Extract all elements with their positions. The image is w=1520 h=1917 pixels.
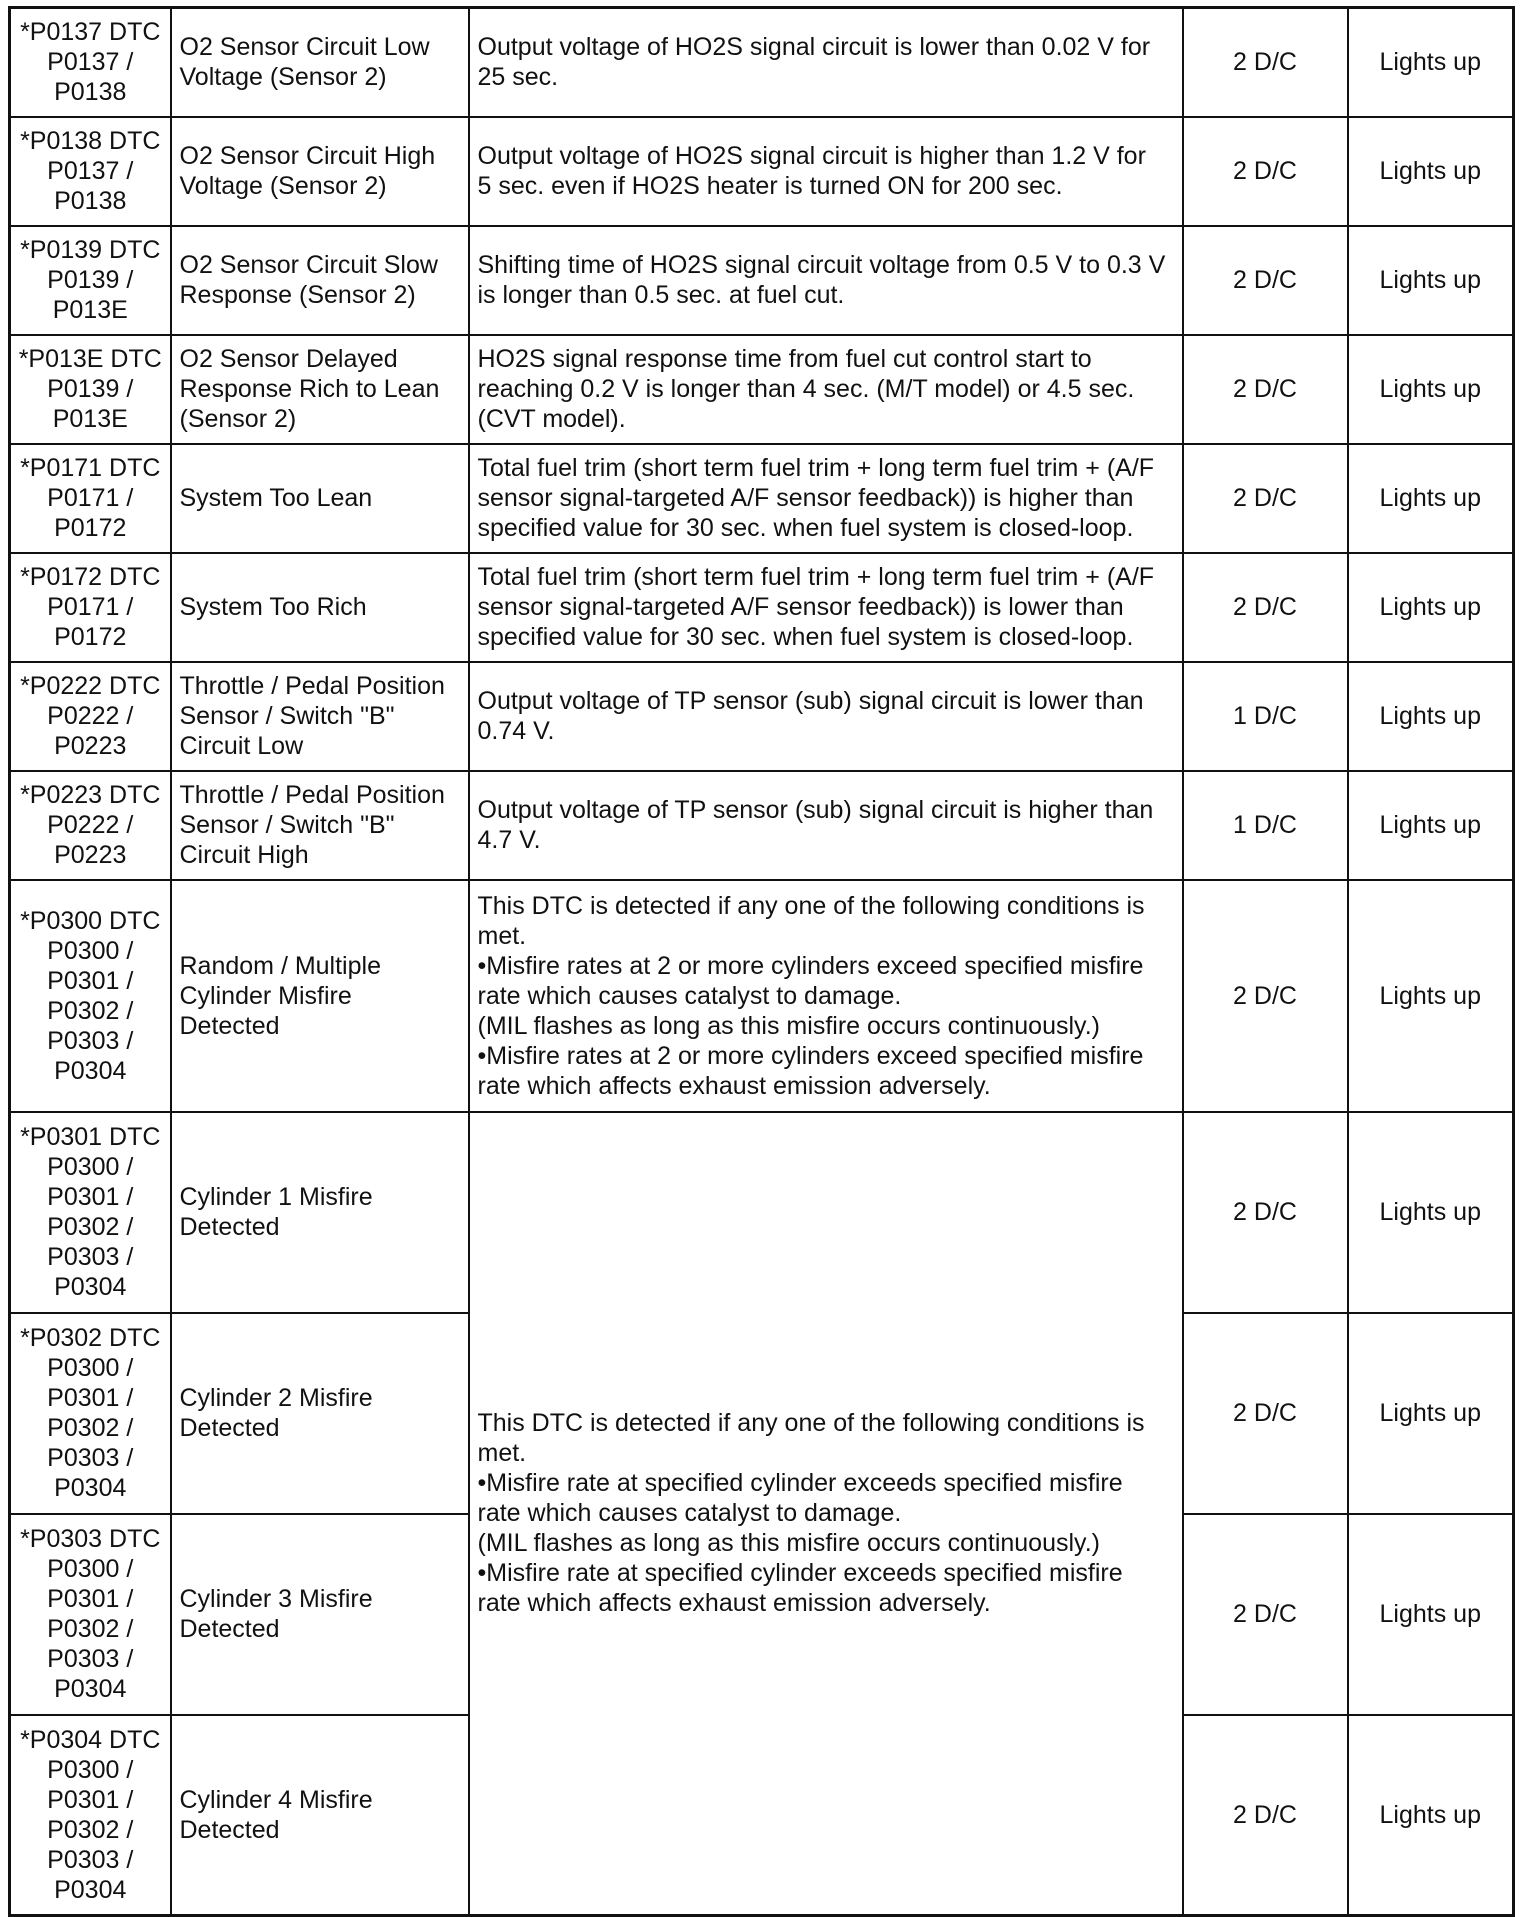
- detection-condition-cell: Output voltage of TP sensor (sub) signal circuit is lower than 0.74 V.: [469, 662, 1183, 771]
- mil-status-cell: Lights up: [1348, 1112, 1514, 1313]
- table-row: [10, 444, 1514, 553]
- drive-cycle-cell: 2 D/C: [1183, 335, 1348, 444]
- drive-cycle-cell: 2 D/C: [1183, 226, 1348, 335]
- dtc-name-cell: Throttle / Pedal Position Sensor / Switch "B" Circuit Low: [171, 662, 469, 771]
- mil-status-cell: Lights up: [1348, 553, 1514, 662]
- dtc-table-container: [8, 6, 1512, 1917]
- detection-condition-cell: Total fuel trim (short term fuel trim + long term fuel trim + (A/F sensor signal-targeted A/F sensor feedback)) is lower than specified value for 30 sec. when fuel system is closed-loop.: [469, 553, 1183, 662]
- dtc-code-cell: *P0304 DTC P0300 / P0301 / P0302 / P0303 / P0304: [10, 1715, 171, 1916]
- drive-cycle-cell: 2 D/C: [1183, 8, 1348, 117]
- table-row: [10, 880, 1514, 1112]
- mil-status-cell: Lights up: [1348, 1313, 1514, 1514]
- table-row: [10, 8, 1514, 117]
- dtc-code-cell: *P0300 DTC P0300 / P0301 / P0302 / P0303 / P0304: [10, 880, 171, 1112]
- dtc-name-cell: Cylinder 4 Misfire Detected: [171, 1715, 469, 1916]
- drive-cycle-cell: 2 D/C: [1183, 444, 1348, 553]
- dtc-code-cell: *P0223 DTC P0222 / P0223: [10, 771, 171, 880]
- dtc-name-cell: O2 Sensor Circuit Low Voltage (Sensor 2): [171, 8, 469, 117]
- mil-status-cell: Lights up: [1348, 771, 1514, 880]
- mil-status-cell: Lights up: [1348, 335, 1514, 444]
- dtc-name-cell: O2 Sensor Circuit Slow Response (Sensor 2): [171, 226, 469, 335]
- table-row: [10, 1112, 1514, 1313]
- dtc-code-cell: *P0302 DTC P0300 / P0301 / P0302 / P0303 / P0304: [10, 1313, 171, 1514]
- dtc-code-cell: *P0172 DTC P0171 / P0172: [10, 553, 171, 662]
- dtc-code-cell: *P0222 DTC P0222 / P0223: [10, 662, 171, 771]
- detection-condition-cell: HO2S signal response time from fuel cut control start to reaching 0.2 V is longer than 4 sec. (M/T model) or 4.5 sec. (CVT model).: [469, 335, 1183, 444]
- detection-condition-cell: Output voltage of TP sensor (sub) signal circuit is higher than 4.7 V.: [469, 771, 1183, 880]
- dtc-name-cell: Random / Multiple Cylinder Misfire Detected: [171, 880, 469, 1112]
- drive-cycle-cell: 2 D/C: [1183, 1112, 1348, 1313]
- dtc-name-cell: System Too Rich: [171, 553, 469, 662]
- table-row: [10, 117, 1514, 226]
- dtc-name-cell: Cylinder 3 Misfire Detected: [171, 1514, 469, 1715]
- dtc-name-cell: System Too Lean: [171, 444, 469, 553]
- mil-status-cell: Lights up: [1348, 1514, 1514, 1715]
- mil-status-cell: Lights up: [1348, 444, 1514, 553]
- mil-status-cell: Lights up: [1348, 117, 1514, 226]
- dtc-name-cell: Throttle / Pedal Position Sensor / Switch "B" Circuit High: [171, 771, 469, 880]
- detection-condition-cell: Output voltage of HO2S signal circuit is lower than 0.02 V for 25 sec.: [469, 8, 1183, 117]
- dtc-name-cell: Cylinder 2 Misfire Detected: [171, 1313, 469, 1514]
- mil-status-cell: Lights up: [1348, 8, 1514, 117]
- detection-condition-cell: Shifting time of HO2S signal circuit voltage from 0.5 V to 0.3 V is longer than 0.5 sec. at fuel cut.: [469, 226, 1183, 335]
- dtc-code-cell: *P0139 DTC P0139 / P013E: [10, 226, 171, 335]
- drive-cycle-cell: 2 D/C: [1183, 1313, 1348, 1514]
- table-row: [10, 662, 1514, 771]
- detection-condition-cell: Output voltage of HO2S signal circuit is higher than 1.2 V for 5 sec. even if HO2S heater is turned ON for 200 sec.: [469, 117, 1183, 226]
- mil-status-cell: Lights up: [1348, 226, 1514, 335]
- mil-status-cell: Lights up: [1348, 880, 1514, 1112]
- table-row: [10, 553, 1514, 662]
- dtc-name-cell: O2 Sensor Circuit High Voltage (Sensor 2): [171, 117, 469, 226]
- dtc-code-cell: *P013E DTC P0139 / P013E: [10, 335, 171, 444]
- mil-status-cell: Lights up: [1348, 662, 1514, 771]
- dtc-code-cell: *P0301 DTC P0300 / P0301 / P0302 / P0303 / P0304: [10, 1112, 171, 1313]
- drive-cycle-cell: 2 D/C: [1183, 1715, 1348, 1916]
- drive-cycle-cell: 2 D/C: [1183, 553, 1348, 662]
- table-row: [10, 335, 1514, 444]
- dtc-name-cell: O2 Sensor Delayed Response Rich to Lean (Sensor 2): [171, 335, 469, 444]
- dtc-code-cell: *P0137 DTC P0137 / P0138: [10, 8, 171, 117]
- drive-cycle-cell: 1 D/C: [1183, 771, 1348, 880]
- table-row: [10, 226, 1514, 335]
- drive-cycle-cell: 2 D/C: [1183, 1514, 1348, 1715]
- drive-cycle-cell: 1 D/C: [1183, 662, 1348, 771]
- drive-cycle-cell: 2 D/C: [1183, 117, 1348, 226]
- cylinder-misfire-condition-cell: This DTC is detected if any one of the following conditions is met. •Misfire rate at specified cylinder exceeds specified misfire rate which causes catalyst to damage. (MIL flashes as long as this misfire occurs continuously.) •Misfire rate at specified cylinder exceeds specified misfire rate which affects exhaust emission adversely.: [469, 1112, 1183, 1916]
- detection-condition-cell: Total fuel trim (short term fuel trim + long term fuel trim + (A/F sensor signal-targeted A/F sensor feedback)) is higher than specified value for 30 sec. when fuel system is closed-loop.: [469, 444, 1183, 553]
- table-row: [10, 771, 1514, 880]
- dtc-table: [8, 6, 1515, 1917]
- drive-cycle-cell: 2 D/C: [1183, 880, 1348, 1112]
- mil-status-cell: Lights up: [1348, 1715, 1514, 1916]
- detection-condition-cell: This DTC is detected if any one of the following conditions is met. •Misfire rates at 2 or more cylinders exceed specified misfire rate which causes catalyst to damage. (MIL flashes as long as this misfire occurs continuously.) •Misfire rates at 2 or more cylinders exceed specified misfire rate which affects exhaust emission adversely.: [469, 880, 1183, 1112]
- dtc-name-cell: Cylinder 1 Misfire Detected: [171, 1112, 469, 1313]
- dtc-code-cell: *P0138 DTC P0137 / P0138: [10, 117, 171, 226]
- dtc-code-cell: *P0303 DTC P0300 / P0301 / P0302 / P0303 / P0304: [10, 1514, 171, 1715]
- dtc-code-cell: *P0171 DTC P0171 / P0172: [10, 444, 171, 553]
